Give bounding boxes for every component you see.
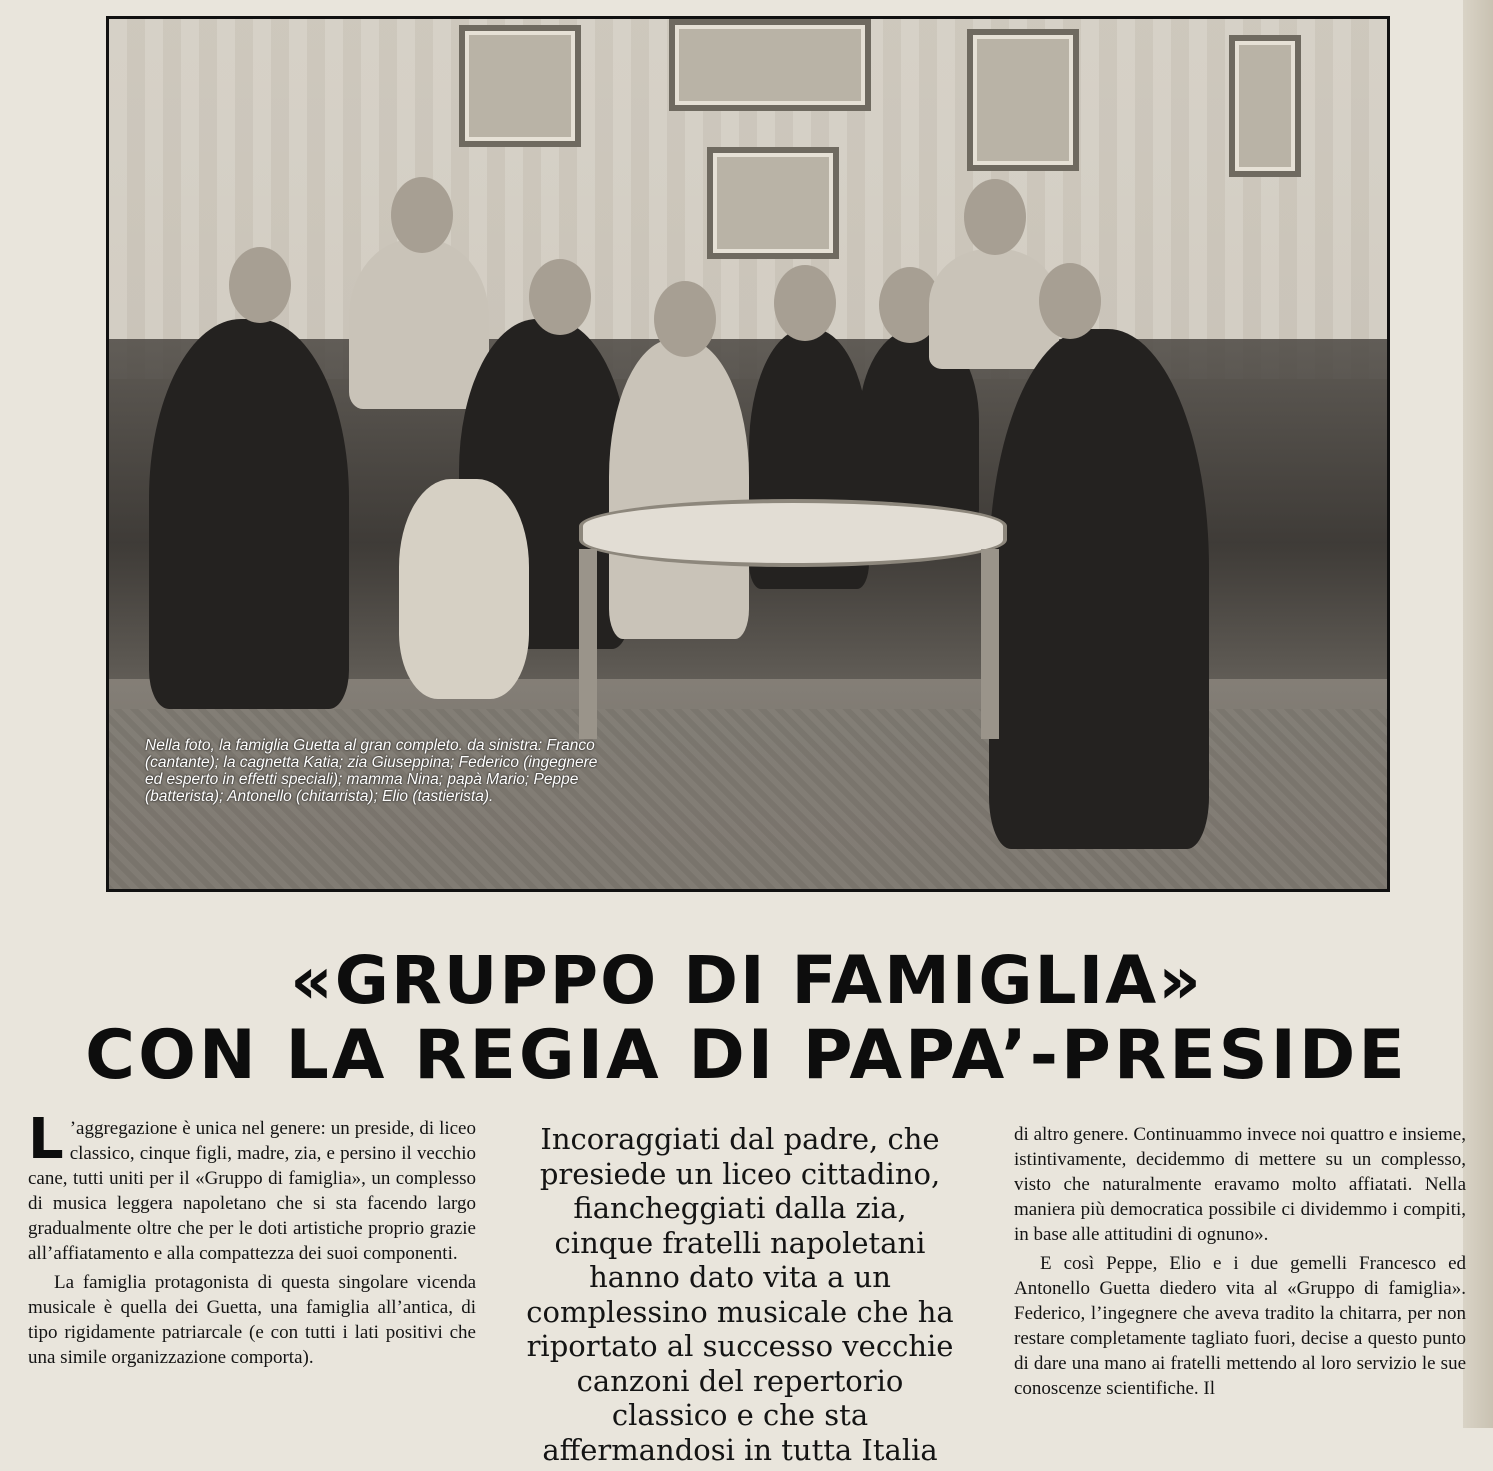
headline-line-2: CON LA REGIA DI PAPA’-PRESIDE: [85, 1016, 1408, 1095]
paragraph: La famiglia protagonista di questa singolare vicenda musicale è quella dei Guetta, una famiglia all’antica, di tipo rigidamente patriarcale (e con tutti i lati positivi che una simile organizzazione comporta).: [28, 1272, 476, 1368]
coffee-table-legs: [579, 549, 999, 739]
article-column-left: [28, 1107, 476, 1374]
person-head: [774, 265, 836, 341]
wall-picture-frame: [967, 29, 1079, 171]
article-lead-column: [520, 1122, 960, 1471]
wall-picture-frame: [669, 19, 871, 111]
paragraph: di altro genere. Continuammo invece noi quattro e insieme, istintivamente, decidemmo di mettere su un complesso, visto che naturalmente eravamo molto affiatati. Nella maniera più democratica possibile ci dividemmo i compiti, in base alle attitudini di ognuno».: [1014, 1124, 1466, 1245]
paragraph: E così Peppe, Elio e i due gemelli Francesco ed Antonello Guetta diedero vita al «Gruppo di famiglia». Federico, l’ingegnere che aveva tradito la chitarra, per non restare completamente tagliato fuori, decise a questo punto di dare una mano ai fratelli mettendo al loro servizio le sue conoscenze scientifiche. Il: [1014, 1253, 1466, 1399]
headline-line-1: «GRUPPO DI FAMIGLIA»: [290, 942, 1203, 1019]
person-zia-giuseppina: [349, 239, 489, 409]
person-franco: [149, 319, 349, 709]
article-headline: [0, 944, 1493, 1094]
wall-picture-frame: [459, 25, 581, 147]
lead-text: Incoraggiati dal padre, che presiede un liceo cittadino, fiancheggiati dalla zia, cinque fratelli napoletani hanno dato vita a un complessino musicale che ha riportato al successo vecchie canzoni del repertorio classico e che sta affermandosi in tutta Italia: [526, 1122, 954, 1467]
drop-cap: L: [28, 1107, 64, 1172]
person-head: [654, 281, 716, 357]
wall-picture-frame: [1229, 35, 1301, 177]
wall-picture-frame: [707, 147, 839, 259]
person-elio: [989, 329, 1209, 849]
family-photo: [106, 16, 1390, 892]
article-column-right: [1014, 1122, 1466, 1405]
person-head: [529, 259, 591, 335]
adjacent-page-edge: [1463, 0, 1493, 1428]
person-head: [229, 247, 291, 323]
paragraph: [28, 1107, 476, 1266]
dog-katia: [399, 479, 529, 699]
paragraph-text: ’aggregazione è unica nel genere: un preside, di liceo classico, cinque figli, madre, zia, e persino il vecchio cane, tutti uniti per il «Gruppo di famiglia», un complesso di musica leggera napoletano che si sta facendo largo gradualmente oltre che per le doti artistiche proprio grazie all’affiatamento e alla compattezza dei suoi componenti.: [28, 1118, 476, 1264]
person-head: [1039, 263, 1101, 339]
person-head: [391, 177, 453, 253]
person-head: [964, 179, 1026, 255]
photo-caption: Nella foto, la famiglia Guetta al gran completo. da sinistra: Franco (cantante); la cagnetta Katia; zia Giuseppina; Federico (ingegnere ed esperto in effetti speciali); mamma Nina; papà Mario; Peppe (batterista); Antonello (chitarrista); Elio (tastierista).: [145, 737, 598, 805]
